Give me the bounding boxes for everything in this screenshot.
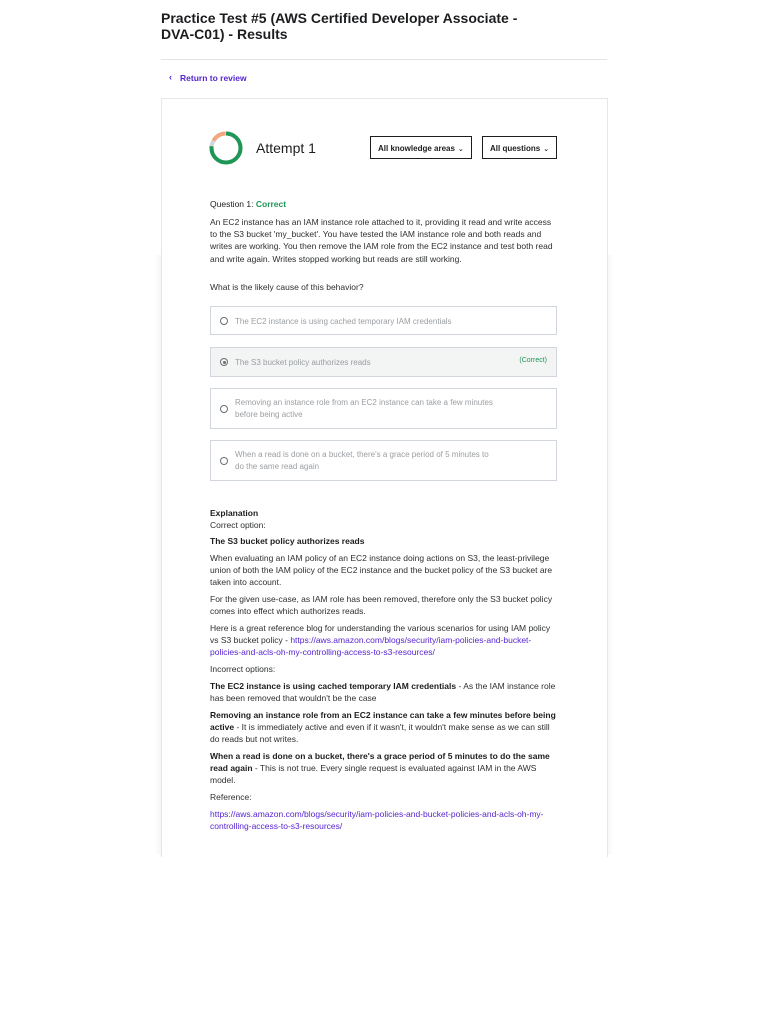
explanation-title: Explanation xyxy=(210,508,259,518)
explanation-paragraph: When evaluating an IAM policy of an EC2 instance doing actions on S3, the least-privilege union of both the IAM policy of the EC2 instance and the bucket policy of the S3 bucket are taken into account. xyxy=(210,553,553,587)
incorrect-option-reason: - It is immediately active and even if it wasn't, it wouldn't make sense as we can still do reads but not writes. xyxy=(210,722,550,744)
question-prompt: What is the likely cause of this behavior? xyxy=(210,282,364,292)
answer-option-text: The S3 bucket policy authorizes reads xyxy=(235,358,371,367)
incorrect-options-label: Incorrect options: xyxy=(210,664,276,674)
return-to-review-label: Return to review xyxy=(180,73,247,83)
reference-intro: Here is a great reference blog for understanding the various scenarios for using IAM policy vs S3 bucket policy - xyxy=(210,623,551,645)
question-number: Question 1: xyxy=(210,199,254,209)
question-status: Correct xyxy=(255,199,287,209)
question-text: An EC2 instance has an IAM instance role attached to it, providing it read and write access to the S3 bucket 'my_bucket'. You have tested the IAM instance role and both reads and writes are working. You then remove the IAM role from the EC2 instance and test both read and write again. Writes stopped working but reads are still working. xyxy=(210,217,553,264)
answer-option-text: The EC2 instance is using cached temporary IAM credentials xyxy=(235,317,452,326)
radio-button[interactable] xyxy=(220,457,228,465)
radio-button[interactable] xyxy=(220,405,228,413)
incorrect-option-explanation xyxy=(210,680,558,704)
incorrect-option-explanation xyxy=(210,709,558,745)
page-title: Practice Test #5 (AWS Certified Developer Associate - DVA-C01) - Results xyxy=(161,10,518,42)
knowledge-areas-label: All knowledge areas xyxy=(378,144,455,153)
answer-option[interactable] xyxy=(210,440,557,481)
reference-label: Reference: xyxy=(210,792,252,802)
answer-option[interactable] xyxy=(210,306,557,335)
correct-answer: The S3 bucket policy authorizes reads xyxy=(210,536,365,546)
incorrect-option-explanation xyxy=(210,750,558,786)
incorrect-option-title: The EC2 instance is using cached temporary IAM credentials xyxy=(210,681,457,691)
radio-button[interactable] xyxy=(220,317,228,325)
reference-link[interactable]: https://aws.amazon.com/blogs/security/iam-policies-and-bucket-policies-and-acls-oh-my-controlling-access-to-s3-resources/ xyxy=(210,809,544,831)
explanation-paragraph xyxy=(210,622,558,658)
chevron-left-icon: ‹ xyxy=(169,72,172,82)
incorrect-option-title: Removing an instance role from an EC2 instance can take a few minutes before being active xyxy=(210,710,556,732)
correct-option-label: Correct option: xyxy=(210,520,266,530)
answer-option[interactable] xyxy=(210,388,557,429)
chevron-down-icon: ⌄ xyxy=(543,146,550,153)
reference-link-container xyxy=(210,808,558,832)
attempt-label: Attempt 1 xyxy=(256,140,316,156)
questions-filter-dropdown[interactable] xyxy=(482,136,557,159)
correct-tag: (Correct) xyxy=(519,357,547,364)
chevron-down-icon: ⌄ xyxy=(457,146,464,153)
knowledge-areas-dropdown[interactable] xyxy=(370,136,472,159)
radio-button-selected[interactable] xyxy=(220,358,228,366)
reference-blog-link[interactable]: https://aws.amazon.com/blogs/security/iam-policies-and-bucket-policies-and-acls-oh-my-controlling-access-to-s3-resources/ xyxy=(210,635,532,657)
question-header xyxy=(210,199,286,209)
attempt-score-donut-icon xyxy=(209,131,243,165)
answer-option-text: When a read is done on a bucket, there's a grace period of 5 minutes to do the same read again xyxy=(235,450,489,471)
answer-option-correct[interactable] xyxy=(210,347,557,377)
incorrect-option-title: When a read is done on a bucket, there's a grace period of 5 minutes to do the same read again xyxy=(210,751,550,773)
questions-filter-label: All questions xyxy=(490,144,541,153)
explanation-paragraph: For the given use-case, as IAM role has been removed, therefore only the S3 bucket policy comes into effect which authorizes reads. xyxy=(210,594,553,616)
incorrect-option-reason: - This is not true. Every single request is evaluated against IAM in the AWS model. xyxy=(210,763,537,785)
answer-option-text: Removing an instance role from an EC2 instance can take a few minutes before being active xyxy=(235,398,493,419)
incorrect-option-reason: - As the IAM instance role has been removed that wouldn't be the case xyxy=(210,681,556,703)
divider xyxy=(161,59,607,60)
